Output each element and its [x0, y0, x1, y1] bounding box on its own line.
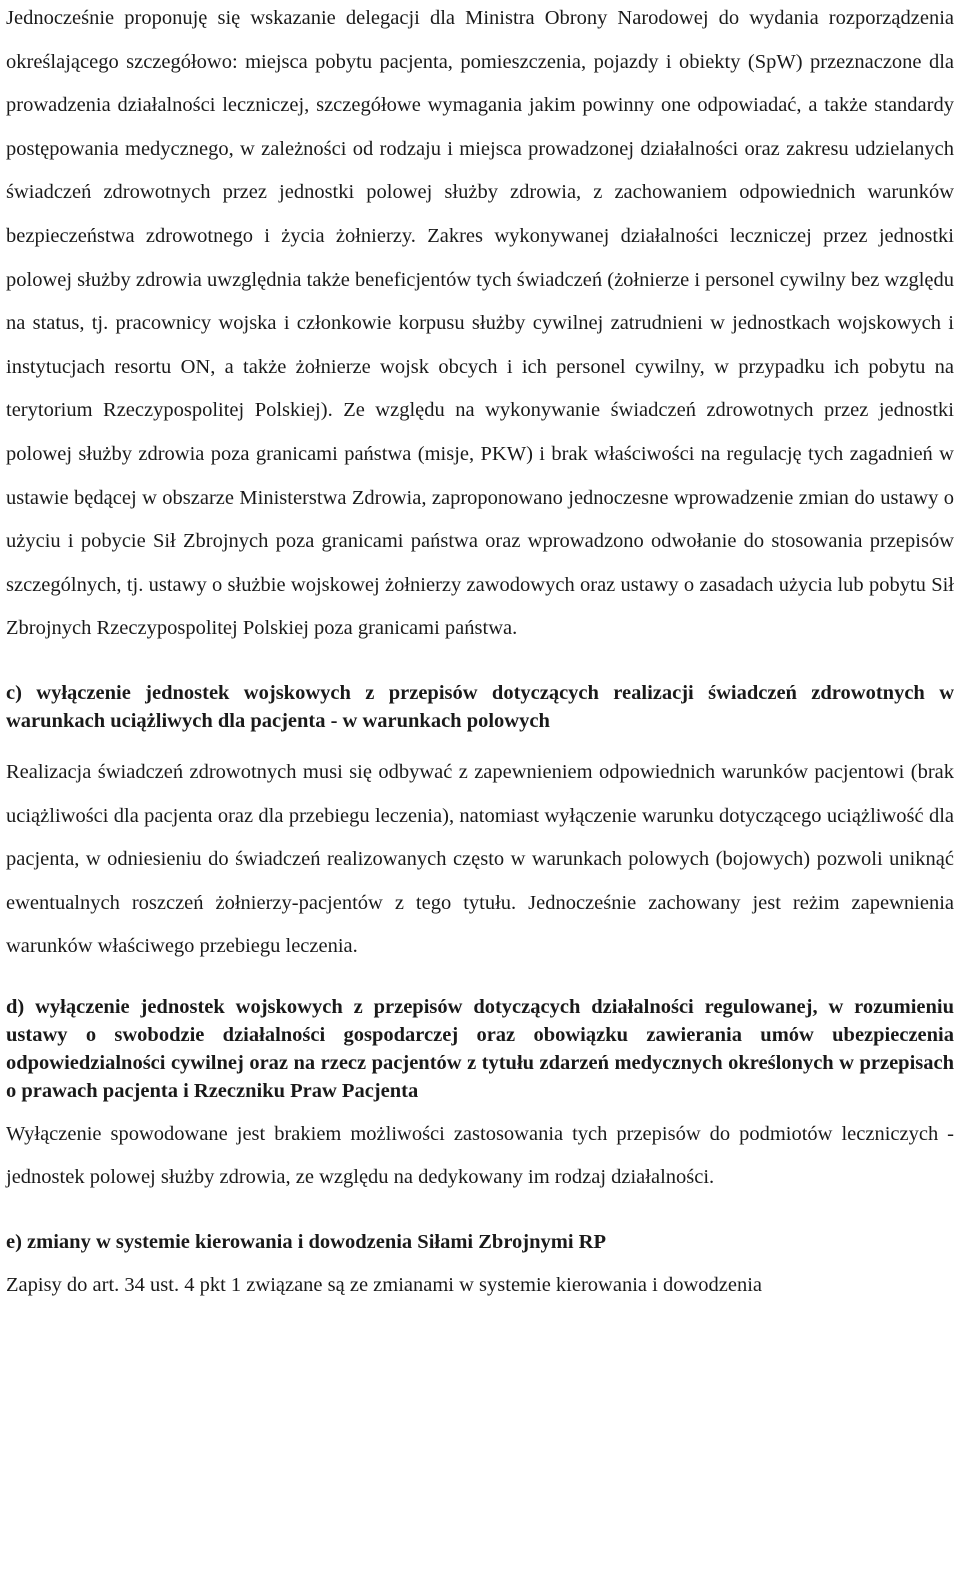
section-heading-c: c) wyłączenie jednostek wojskowych z przepisów dotyczących realizacji świadczeń zdrowotnych w warunkach uciążliwych dla pacjenta - w warunkach polowych — [6, 681, 954, 732]
body-paragraph-d: Wyłączenie spowodowane jest brakiem możliwości zastosowania tych przepisów do podmiotów leczniczych - jednostek polowej służby zdrowia, ze względu na dedykowany im rodzaj działalności. — [6, 1122, 954, 1189]
document-page — [6, 0, 954, 1308]
body-paragraph-e: Zapisy do art. 34 ust. 4 pkt 1 związane są ze zmianami w systemie kierowania i dowodzenia — [6, 1274, 762, 1297]
section-heading-d: d) wyłączenie jednostek wojskowych z przepisów dotyczących działalności regulowanej, w rozumieniu ustawy o swobodzie działalności gospodarczej oraz obowiązku zawierania umów ubezpieczenia odpowiedzialności cywilnej oraz na rzecz pacjentów z tytułu zdarzeń medycznych określonych w przepisach o prawach pacjenta i Rzeczniku Praw Pacjenta — [6, 995, 954, 1102]
body-paragraph: Jednocześnie proponuję się wskazanie delegacji dla Ministra Obrony Narodowej do wydania rozporządzenia określającego szczegółowo: miejsca pobytu pacjenta, pomieszczenia, pojazdy i obiekty (SpW) przeznaczone dla prowadzenia działalności leczniczej, szczegółowe wymagania jakim powinny one odpowiadać, a także standardy postępowania medycznego, w zależności od rodzaju i miejsca prowadzonej działalności oraz zakresu udzielanych świadczeń zdrowotnych przez jednostki polowej służby zdrowia, z zachowaniem odpowiednich warunków bezpieczeństwa zdrowotnego i życia żołnierzy. Zakres wykonywanej działalności leczniczej przez jednostki polowej służby zdrowia uwzględnia także beneficjentów tych świadczeń (żołnierze i personel cywilny bez względu na status, tj. pracownicy wojska i członkowie korpusu służby cywilnej zatrudnieni w jednostkach wojskowych i instytucjach resortu ON, a także żołnierze wojsk obcych i ich personel cywilny, w przypadku ich pobytu na terytorium Rzeczypospolitej Polskiej). Ze względu na wykonywanie świadczeń zdrowotnych przez jednostki polowej służby zdrowia poza granicami państwa (misje, PKW) i brak właściwości na regulację tych zagadnień w ustawie będącej w obszarze Ministerstwa Zdrowia, zaproponowano jednoczesne wprowadzenie zmian do ustawy o użyciu i pobycie Sił Zbrojnych poza granicami państwa oraz wprowadzono odwołanie do stosowania przepisów szczególnych, tj. ustawy o służbie wojskowej żołnierzy zawodowych oraz ustawy o zasadach użycia lub pobytu Sił Zbrojnych Rzeczypospolitej Polskiej poza granicami państwa. — [6, 7, 954, 640]
body-paragraph-c: Realizacja świadczeń zdrowotnych musi się odbywać z zapewnieniem odpowiednich warunków pacjentowi (brak uciążliwości dla pacjenta oraz dla przebiegu leczenia), natomiast wyłączenie warunku dotyczącego uciążliwość dla pacjenta, w odniesieniu do świadczeń realizowanych często w warunkach polowych (bojowych) pozwoli uniknąć ewentualnych roszczeń żołnierzy-pacjentów z tego tytułu. Jednocześnie zachowany jest reżim zapewnienia warunków właściwego przebiegu leczenia. — [6, 760, 954, 958]
section-heading-e: e) zmiany w systemie kierowania i dowodzenia Siłami Zbrojnymi RP — [6, 1231, 606, 1254]
